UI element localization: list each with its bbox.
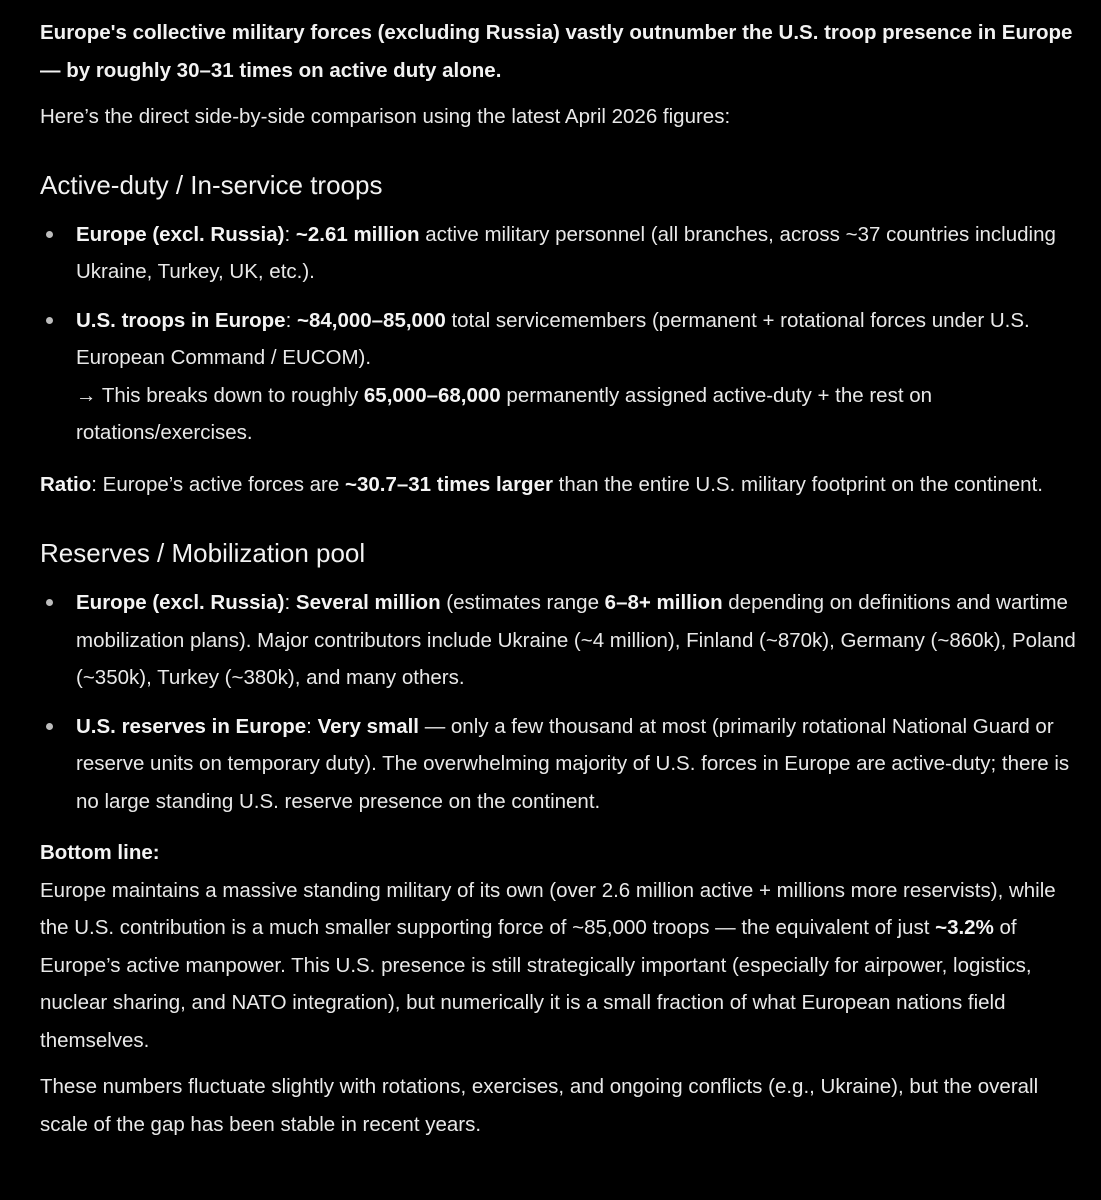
list-item: [40, 216, 1080, 291]
bottom-line-text-pre: Europe maintains a massive standing military of its own (over 2.6 million active + millions more reservists), while the U.S. contribution is a much smaller supporting force of ~85,000 troops — the equivalent of just: [40, 878, 1056, 939]
bullet-dot: [46, 317, 53, 324]
item-value-range: 6–8+ million: [604, 591, 723, 614]
item-value: ~2.61 million: [295, 222, 420, 246]
item-value: ~84,000–85,000: [296, 308, 446, 332]
reserves-list: [40, 584, 1080, 820]
item-separator: :: [306, 714, 318, 738]
list-item: [40, 708, 1080, 821]
bottom-line-paragraph: [40, 834, 1080, 1059]
bullet-dot: [46, 599, 53, 606]
closing-paragraph: These numbers fluctuate slightly with rotations, exercises, and ongoing conflicts (e.g., Ukraine), but the overall scale of the gap has been stable in recent years.: [40, 1075, 1039, 1136]
item-text: active military personnel (all branches, across ~37 countries including Ukraine, Turkey, UK, etc.).: [76, 222, 1056, 283]
item-separator: :: [284, 591, 296, 614]
item-label: U.S. troops in Europe: [76, 308, 286, 332]
heading-reserves: Reserves / Mobilization pool: [40, 538, 366, 568]
intro-subtext: Here’s the direct side-by-side comparison using the latest April 2026 figures:: [40, 105, 731, 128]
note-text: permanently assigned active-duty + the rest on rotations/exercises.: [76, 383, 933, 444]
item-value: Several million: [295, 591, 441, 614]
bottom-line-label: Bottom line:: [40, 841, 160, 864]
ratio-text-post: than the entire U.S. military footprint on the continent.: [552, 472, 1043, 496]
ratio-value: ~30.7–31 times larger: [344, 472, 553, 496]
bottom-line-text-post: of Europe’s active manpower. This U.S. presence is still strategically important (especially for airpower, logistics, nuclear sharing, and NATO integration), but numerically it is a small fraction of what European nations field themselves.: [40, 916, 1032, 1052]
ratio-label: Ratio: [40, 472, 92, 496]
item-text: — only a few thousand at most (primarily rotational National Guard or reserve units on temporary duty). The overwhelming majority of U.S. forces in Europe are active-duty; there is no large standing U.S. reserve presence on the continent.: [76, 714, 1070, 813]
item-text: (estimates range: [440, 591, 605, 614]
note-prefix: → This breaks down to roughly: [76, 383, 364, 407]
list-item: [40, 302, 1080, 452]
bullet-dot: [46, 723, 53, 730]
bottom-line-value: ~3.2%: [935, 916, 994, 939]
response-body: [40, 14, 1080, 1143]
item-text: total servicemembers (permanent + rotational forces under U.S. European Command / EUCOM).: [76, 308, 1030, 369]
item-text: depending on definitions and wartime mobilization plans). Major contributors include Ukraine (~4 million), Finland (~870k), Germany (~860k), Poland (~350k), Turkey (~380k), and many others.: [76, 591, 1076, 689]
item-label: Europe (excl. Russia): [76, 591, 285, 614]
active-duty-list: [40, 216, 1080, 452]
item-value: Very small: [317, 714, 420, 738]
item-separator: :: [285, 308, 297, 332]
note-value: 65,000–68,000: [363, 383, 501, 407]
ratio-text-pre: : Europe’s active forces are: [91, 472, 345, 496]
intro-summary: Europe's collective military forces (excluding Russia) vastly outnumber the U.S. troop presence in Europe — by roughly 30–31 times on active duty alone.: [40, 21, 1073, 82]
item-note: [76, 377, 1080, 452]
item-label: Europe (excl. Russia): [76, 222, 285, 246]
list-item: [40, 584, 1080, 697]
ratio-paragraph: [40, 466, 1080, 504]
heading-active-duty: Active-duty / In-service troops: [40, 169, 383, 200]
bullet-dot: [46, 231, 53, 238]
item-separator: :: [284, 222, 296, 246]
item-label: U.S. reserves in Europe: [76, 714, 307, 738]
